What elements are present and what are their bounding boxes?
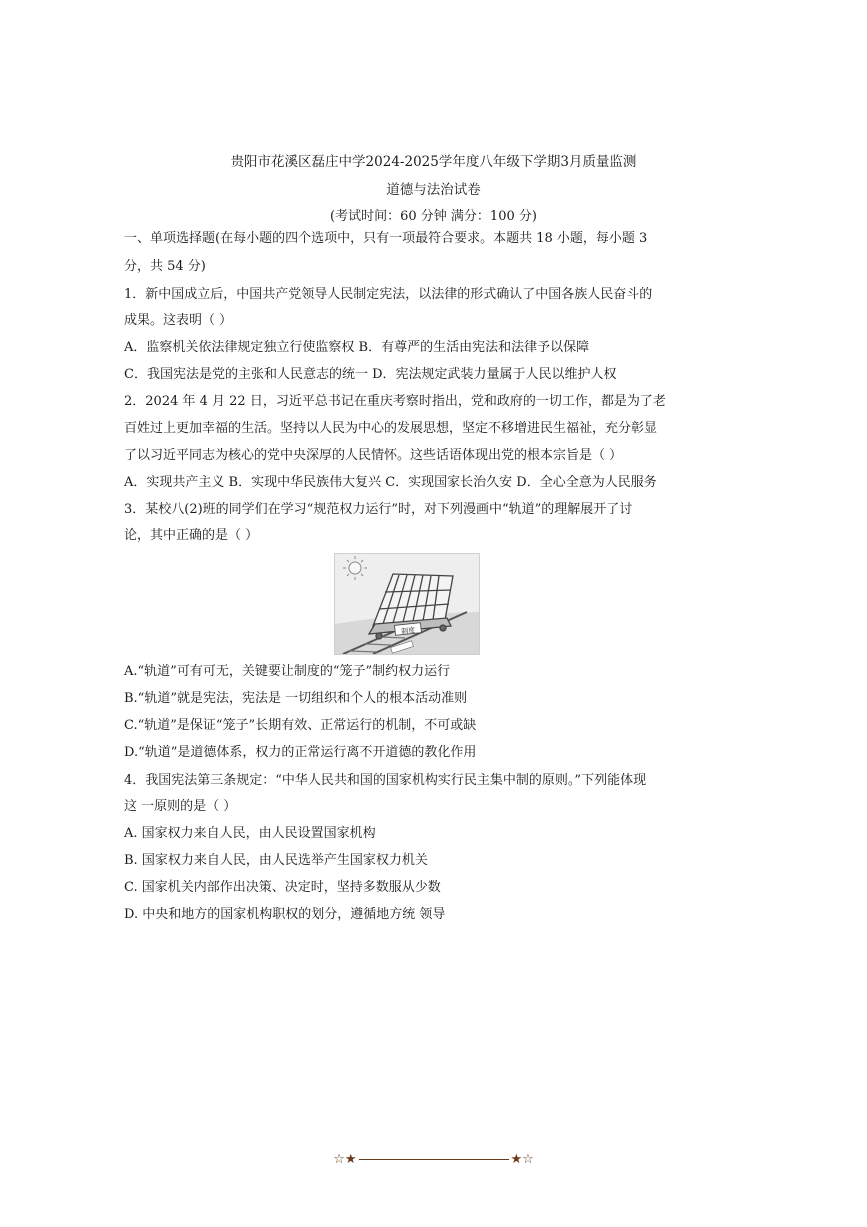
cartoon-drawing xyxy=(335,554,479,654)
exam-subtitle: 道德与法治试卷 xyxy=(386,182,481,198)
footer-stars-right-icon: ★☆ xyxy=(510,1152,534,1167)
q4-stem-line1: 4．我国宪法第三条规定：“中华人民共和国的国家机构实行民主集中制的原则。”下列能体现 xyxy=(124,773,647,788)
q3-option-b: B.“轨道”就是宪法，宪法是 一切组织和个人的根本活动准则 xyxy=(124,691,468,706)
q3-option-d: D.“轨道”是道德体系，权力的正常运行离不开道德的教化作用 xyxy=(124,745,477,760)
q4-stem-line2: 这 一原则的是（ ） xyxy=(124,799,237,814)
footer-stars-left-icon: ☆★ xyxy=(333,1152,357,1167)
cartoon-image xyxy=(334,553,480,655)
q3-stem-line1: 3．某校八(2)班的同学们在学习“规范权力运行”时，对下列漫画中“轨道”的理解展开了讨 xyxy=(124,502,633,517)
q4-option-c: C. 国家机关内部作出决策、决定时，坚持多数服从少数 xyxy=(124,880,441,895)
q1-options-line2: C．我国宪法是党的主张和人民意志的统一 D．宪法规定武装力量属于人民以维护人权 xyxy=(124,367,617,382)
q2-options-line1: A．实现共产主义 B．实现中华民族伟大复兴 C．实现国家长治久安 D．全心全意为人民服务 xyxy=(124,475,657,490)
q3-stem-line2: 论，其中正确的是（ ） xyxy=(124,528,259,543)
q4-option-d: D. 中央和地方的国家机构职权的划分，遵循地方统 领导 xyxy=(124,907,446,922)
exam-title: 贵阳市花溪区磊庄中学2024-2025学年度八年级下学期3月质量监测 xyxy=(230,154,637,170)
exam-info: (考试时间：60 分钟 满分：100 分) xyxy=(330,209,537,224)
page-footer xyxy=(0,1152,867,1167)
q2-stem-line3: 了以习近平同志为核心的党中央深厚的人民情怀。这些话语体现出党的根本宗旨是（ ） xyxy=(124,448,623,463)
section-heading-line1: 一、单项选择题(在每小题的四个选项中，只有一项最符合要求。本题共 18 小题，每小题 3 xyxy=(124,231,648,246)
footer-rule xyxy=(359,1159,509,1160)
q1-stem-line1: 1．新中国成立后，中国共产党领导人民制定宪法，以法律的形式确认了中国各族人民奋斗的 xyxy=(124,287,653,302)
q3-option-a: A.“轨道”可有可无，关键要让制度的“笼子”制约权力运行 xyxy=(124,664,451,679)
section-heading-line2: 分，共 54 分) xyxy=(124,259,206,274)
q2-stem-line1: 2．2024 年 4 月 22 日，习近平总书记在重庆考察时指出，党和政府的一切工作，都是为了老 xyxy=(124,394,666,409)
q4-option-a: A. 国家权力来自人民，由人民设置国家机构 xyxy=(124,826,376,841)
q1-stem-line2: 成果。这表明（ ） xyxy=(124,313,233,328)
q1-options-line1: A．监察机关依法律规定独立行使监察权 B．有尊严的生活由宪法和法律予以保障 xyxy=(124,340,590,355)
cage-label: 制度 xyxy=(400,626,416,636)
q4-option-b: B. 国家权力来自人民，由人民选举产生国家权力机关 xyxy=(124,853,428,868)
q3-option-c: C.“轨道”是保证“笼子”长期有效、正常运行的机制，不可或缺 xyxy=(124,718,477,733)
q2-stem-line2: 百姓过上更加幸福的生活。坚持以人民为中心的发展思想，坚定不移增进民生福祉，充分彰显 xyxy=(124,421,658,436)
